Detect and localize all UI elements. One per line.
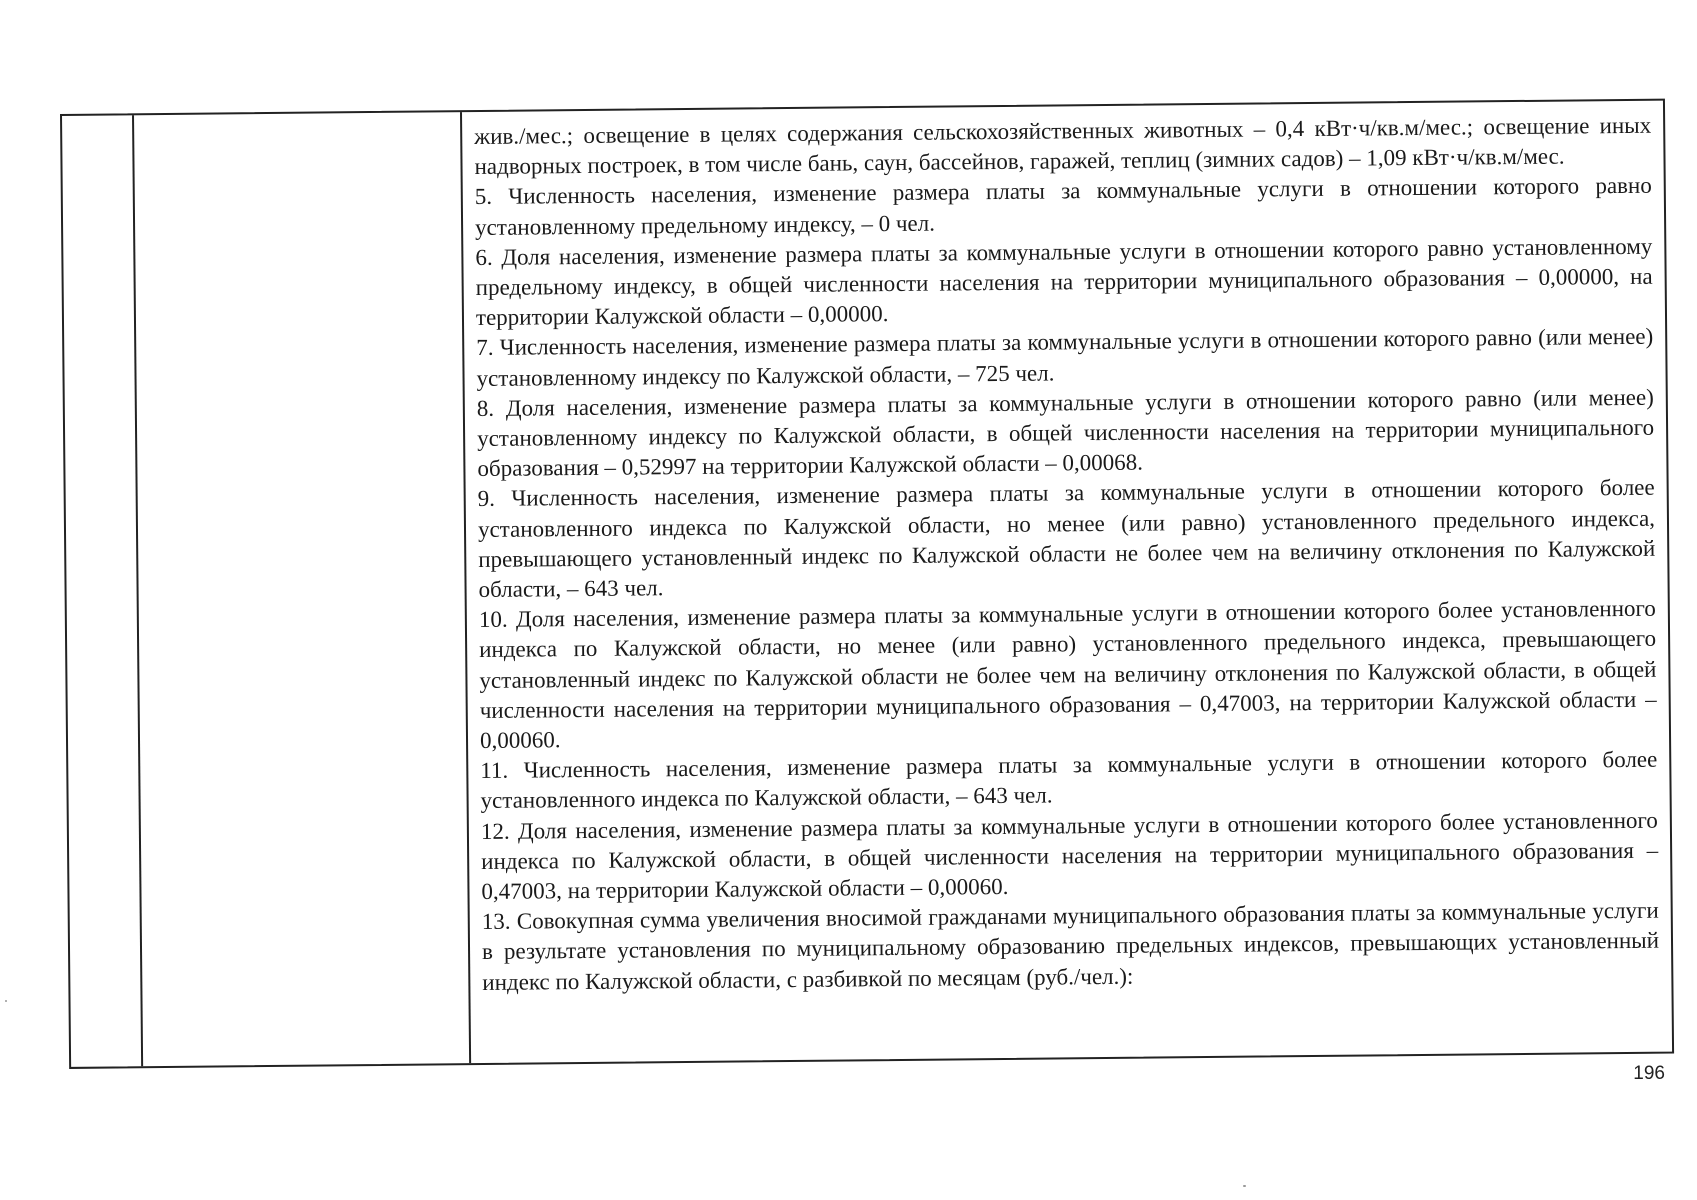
paragraph-item-10: 10. Доля населения, изменение размера платы за коммунальные услуги в отношении которого более установленного индекса по Калужской области, но менее (или равно) установленного предельного индекса, превышающего установленный индекс по Калужской области не более чем на величину отклонения по Калужской области, в общей численности населения на территории муниципального образования – 0,47003, на территории Калужской области – 0,00060. <box>478 595 1657 754</box>
table-column-number <box>62 115 143 1067</box>
paragraph-item-6: 6. Доля населения, изменение размера платы за коммунальные услуги в отношении которого равно установленному предельному индексу, в общей численности населения на территории муниципального образования – 0,00000, на территории Калужской области – 0,00000. <box>475 233 1653 331</box>
scan-speck <box>1243 1185 1246 1187</box>
paragraph-item-8: 8. Доля населения, изменение размера платы за коммунальные услуги в отношении которого равно (или менее) установленному индексу по Калужской области, в общей численности населения на территории муниципального образования – 0,52997 на территории Калужской области – 0,00068. <box>476 384 1655 482</box>
paragraph-item-11: 11. Численность населения, изменение размера платы за коммунальные услуги в отношении которого более установленного индекса по Калужской области, – 643 чел. <box>480 746 1658 814</box>
paragraph-item-13: 13. Совокупная сумма увеличения вносимой гражданами муниципального образования платы за коммунальные услуги в результате установления по муниципальному образованию предельных индексов, превышающих установленный индекс по Калужской области, с разбивкой по месяцам (руб./чел.): <box>481 897 1660 995</box>
paragraph-item-12: 12. Доля населения, изменение размера платы за коммунальные услуги в отношении которого более установленного индекса по Калужской области, в общей численности населения на территории муниципального образования – 0,47003, на территории Калужской области – 0,00060. <box>480 807 1659 905</box>
table-column-content <box>462 101 1672 1063</box>
table-column-name <box>134 112 471 1066</box>
page-number: 196 <box>1633 1063 1665 1084</box>
paragraph-item-5: 5. Численность населения, изменение размера платы за коммунальные услуги в отношении которого равно установленному предельному индексу, – 0 чел. <box>474 173 1652 240</box>
scan-speck <box>5 1000 7 1002</box>
paragraph-item-9: 9. Численность населения, изменение размера платы за коммунальные услуги в отношении которого более установленного индекса по Калужской области, но менее (или равно) установленного предельного индекса, превышающего установленный индекс по Калужской области не более чем на величину отклонения по Калужской области, – 643 чел. <box>477 475 1656 603</box>
paragraph-item-7: 7. Численность населения, изменение размера платы за коммунальные услуги в отношении которого равно (или менее) установленному индексу по Калужской области, – 725 чел. <box>476 324 1654 391</box>
paragraph-continuation: жив./мес.; освещение в целях содержания сельскохозяйственных животных – 0,4 кВт·ч/кв.м/мес.; освещение иных надворных построек, в том числе бань, саун, бассейнов, гаражей, теплиц (зимних садов) – 1,09 кВт·ч/кв.м/мес. <box>474 112 1652 180</box>
document-table <box>60 99 1674 1069</box>
